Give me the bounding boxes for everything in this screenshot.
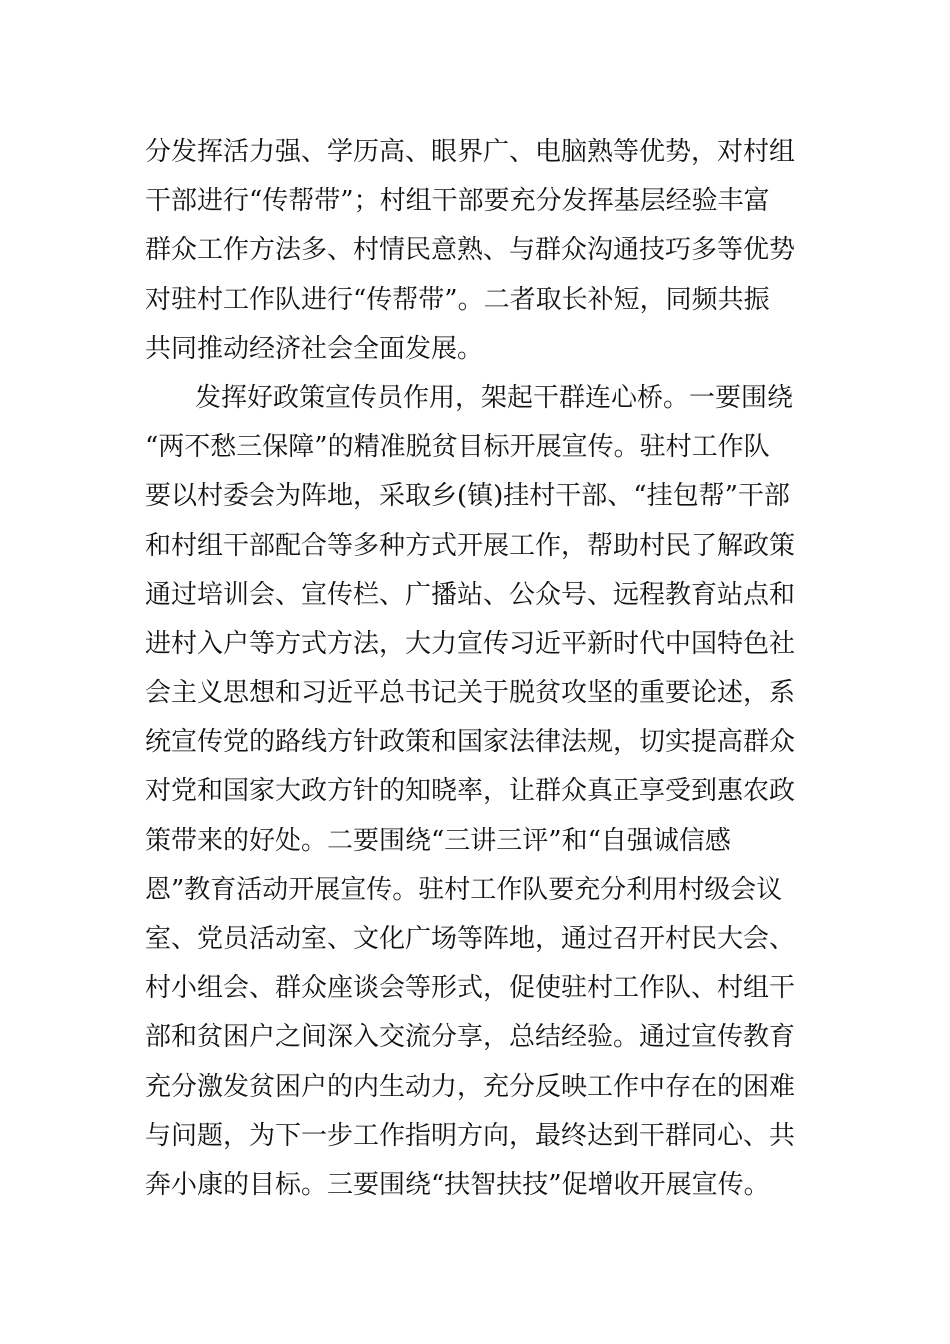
text-line: 干部进行“传帮带”；村组干部要充分发挥基层经验丰富 xyxy=(145,186,770,217)
text-line: 对驻村工作队进行“传帮带”。二者取长补短，同频共振 xyxy=(145,284,770,315)
text-line: 策带来的好处。二要围绕“三讲三评”和“自强诚信感 xyxy=(145,825,731,856)
text-line: 统宣传党的路线方针政策和国家法律法规，切实提高群众 xyxy=(145,727,796,758)
text-line: 室、党员活动室、文化广场等阵地，通过召开村民大会、 xyxy=(145,924,796,954)
text-line: 恩”教育活动开展宣传。驻村工作队要充分利用村级会议 xyxy=(145,874,783,905)
text-line: 通过培训会、宣传栏、广播站、公众号、远程教育站点和 xyxy=(145,579,796,610)
text-line: 奔小康的目标。三要围绕“扶智扶技”促增收开展宣传。 xyxy=(145,1169,770,1200)
text-line: 对党和国家大政方针的知晓率，让群众真正享受到惠农政 xyxy=(145,776,796,807)
text-line: 与问题，为下一步工作指明方向，最终达到干群同心、共 xyxy=(145,1120,796,1151)
text-line: 充分激发贫困户的内生动力，充分反映工作中存在的困难 xyxy=(145,1071,796,1102)
body-text xyxy=(145,128,810,1210)
text-line: 会主义思想和习近平总书记关于脱贫攻坚的重要论述，系 xyxy=(145,678,796,709)
paragraph-start-line: 发挥好政策宣传员作用，架起干群连心桥。一要围绕 xyxy=(195,382,794,413)
text-line: 部和贫困户之间深入交流分享，总结经验。通过宣传教育 xyxy=(145,1022,796,1053)
text-line: 进村入户等方式方法，大力宣传习近平新时代中国特色社 xyxy=(145,628,796,659)
text-line: 和村组干部配合等多种方式开展工作，帮助村民了解政策 xyxy=(145,530,796,561)
text-line: 村小组会、群众座谈会等形式，促使驻村工作队、村组干 xyxy=(145,973,796,1004)
text-line: “两不愁三保障”的精准脱贫目标开展宣传。驻村工作队 xyxy=(145,432,770,463)
text-line: 共同推动经济社会全面发展。 xyxy=(145,333,484,364)
text-line: 分发挥活力强、学历高、眼界广、电脑熟等优势，对村组 xyxy=(145,137,796,167)
text-line: 群众工作方法多、村情民意熟、与群众沟通技巧多等优势 xyxy=(145,235,796,266)
text-line: 要以村委会为阵地，采取乡(镇)挂村干部、“挂包帮”干部 xyxy=(145,481,790,512)
